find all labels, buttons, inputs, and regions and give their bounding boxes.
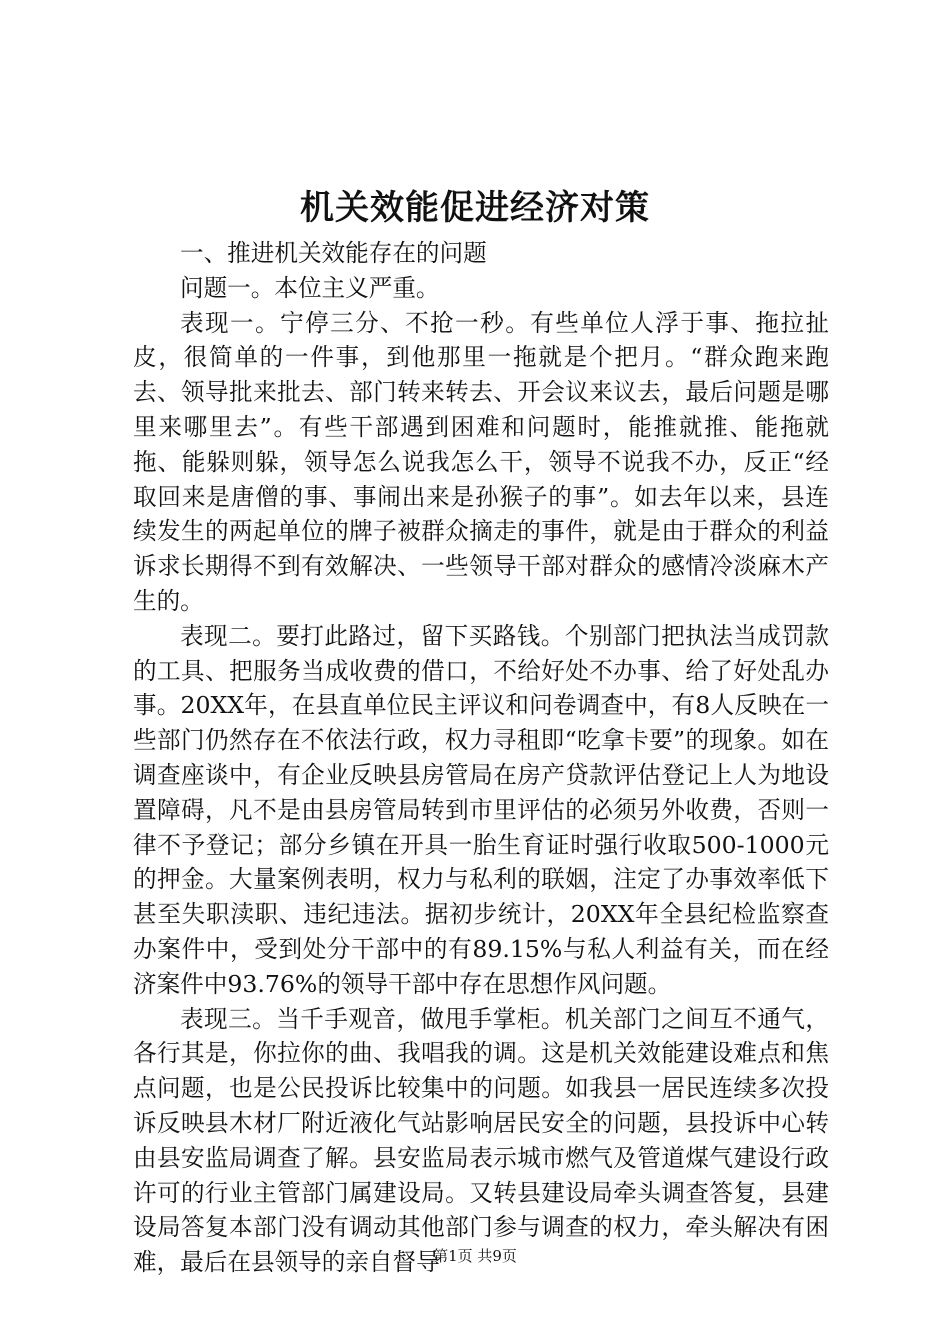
paragraph: 表现一。宁停三分、不抢一秒。有些单位人浮于事、拖拉扯皮，很简单的一件事，到他那里一拖就是个把月。“群众跑来跑去、领导批来批去、部门转来转去、开会议来议去，最后问题是哪里来哪里去”。有些干部遇到困难和问题时，能推就推、能拖就拖、能躲则躲，领导怎么说我怎么干，领导不说我不办，反正“经取回来是唐僧的事、事闹出来是孙猴子的事”。如去年以来，县连续发生的两起单位的牌子被群众摘走的事件，就是由于群众的利益诉求长期得不到有效解决、一些领导干部对群众的感情冷淡麻木产生的。 <box>133 308 829 615</box>
document-body <box>133 236 829 1280</box>
paragraph: 表现二。要打此路过，留下买路钱。个别部门把执法当成罚款的工具、把服务当成收费的借口，不给好处不办事、给了好处乱办事。20XX年，在县直单位民主评议和问卷调查中，有8人反映在一些部门仍然存在不依法行政，权力寻租即“吃拿卡要”的现象。如在调查座谈中，有企业反映县房管局在房产贷款评估登记上人为地设置障碍，凡不是由县房管局转到市里评估的必须另外收费，否则一律不予登记；部分乡镇在开具一胎生育证时强行收取500-1000元的押金。大量案例表明，权力与私利的联姻，注定了办事效率低下甚至失职渎职、违纪违法。据初步统计，20XX年全县纪检监察查办案件中，受到处分干部中的有89.15%与私人利益有关，而在经济案件中93.76%的领导干部中存在思想作风问题。 <box>133 621 829 998</box>
page-number-footer: 第1页 共9页 <box>433 1247 517 1265</box>
document-title: 机关效能促进经济对策 <box>300 188 650 228</box>
section-heading: 一、推进机关效能存在的问题 <box>180 239 487 267</box>
problem-heading: 问题一。本位主义严重。 <box>180 273 440 302</box>
paragraph: 表现三。当千手观音，做甩手掌柜。机关部门之间互不通气，各行其是，你拉你的曲、我唱我的调。这是机关效能建设难点和焦点问题，也是公民投诉比较集中的问题。如我县一居民连续多次投诉反映县木材厂附近液化气站影响居民安全的问题，县投诉中心转由县安监局调查了解。县安监局表示城市燃气及管道煤气建设行政许可的行业主管部门属建设局。又转县建设局牵头调查答复，县建设局答复本部门没有调动其他部门参与调查的权力，牵头解决有困难，最后在县领导的亲自督导 <box>133 1004 829 1277</box>
